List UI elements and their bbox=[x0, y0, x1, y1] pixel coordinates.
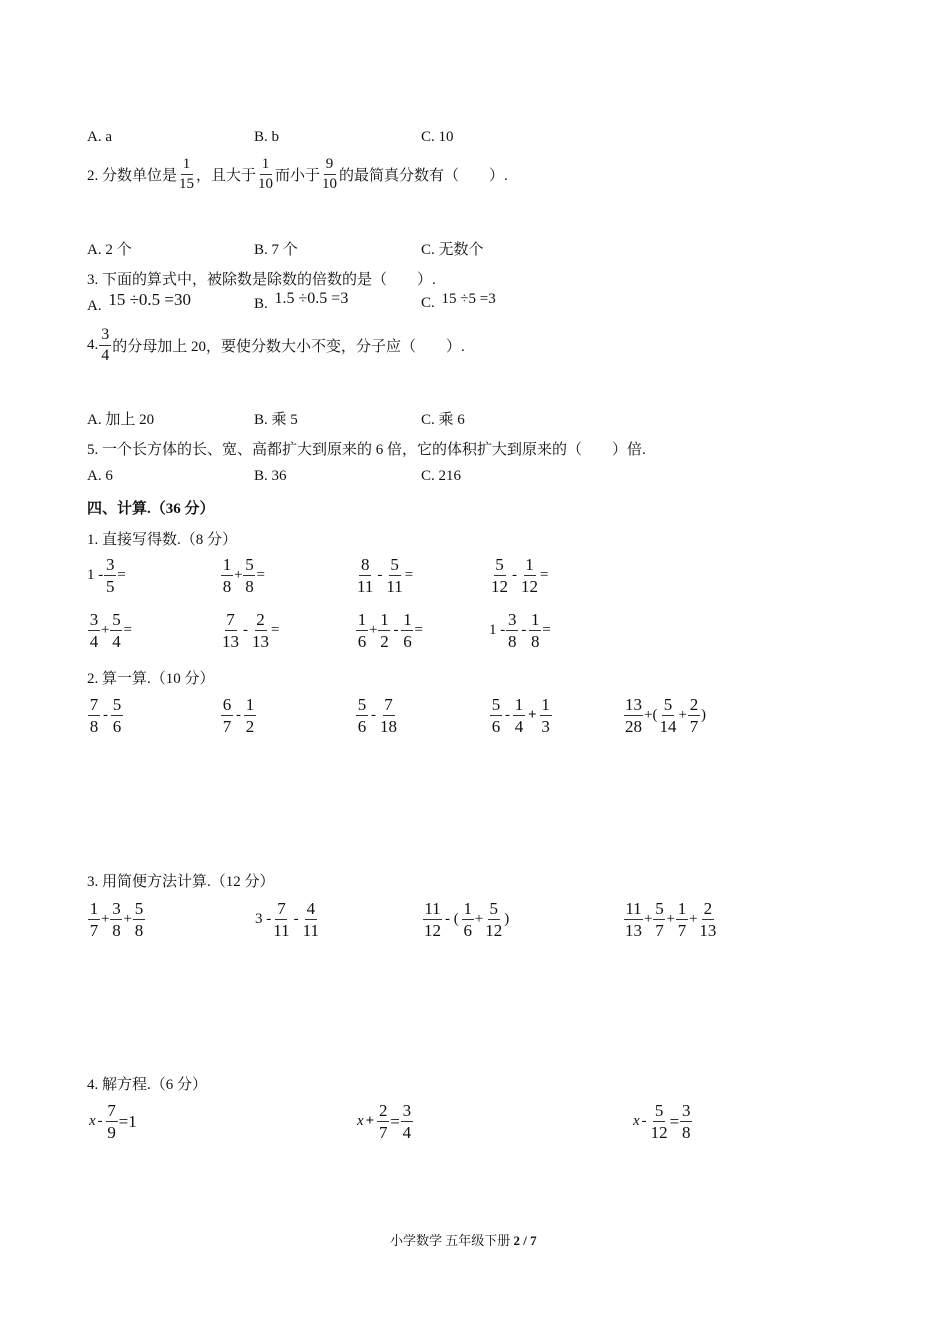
math-text: - bbox=[521, 622, 527, 638]
denominator: 10 bbox=[258, 176, 274, 192]
numerator: 3 bbox=[682, 1101, 691, 1120]
q2-suffix: 的最简真分数有（ ）. bbox=[339, 168, 508, 184]
denominator: 8 bbox=[222, 577, 232, 596]
denominator: 8 bbox=[112, 921, 121, 940]
numerator: 1 bbox=[222, 555, 232, 574]
denominator: 8 bbox=[245, 577, 254, 596]
fraction bbox=[506, 611, 518, 650]
denominator: 6 bbox=[357, 632, 367, 651]
fraction bbox=[688, 696, 700, 735]
denominator: 11 bbox=[273, 921, 290, 940]
fraction bbox=[520, 556, 539, 595]
math-text: = bbox=[390, 1111, 400, 1131]
denominator: 6 bbox=[491, 717, 501, 736]
q5-option-a: A. 6 bbox=[87, 468, 113, 484]
p3-e2 bbox=[255, 900, 321, 939]
denominator: 8 bbox=[682, 1123, 691, 1142]
fraction bbox=[529, 611, 541, 650]
denominator: 2 bbox=[380, 632, 389, 651]
q2-question bbox=[87, 157, 508, 192]
p2-e3 bbox=[355, 696, 399, 735]
numerator: 2 bbox=[689, 695, 699, 714]
page-number: 2 / 7 bbox=[513, 1233, 537, 1248]
fraction bbox=[88, 696, 100, 735]
math-text: - bbox=[371, 707, 376, 723]
denominator: 7 bbox=[378, 1123, 388, 1142]
q1-option-b: B. b bbox=[254, 129, 280, 145]
denominator: 3 bbox=[541, 717, 550, 736]
math-text: = bbox=[542, 622, 551, 638]
math-text: + bbox=[666, 911, 675, 927]
fraction bbox=[251, 611, 270, 650]
fraction bbox=[378, 611, 390, 650]
fraction bbox=[110, 611, 122, 650]
math-text: + bbox=[101, 622, 110, 638]
fraction bbox=[490, 556, 509, 595]
p1-r2-e2 bbox=[220, 611, 279, 650]
fraction bbox=[540, 696, 552, 735]
q1-option-a: A. a bbox=[87, 129, 112, 145]
fraction bbox=[110, 900, 122, 939]
numerator: 5 bbox=[245, 555, 254, 574]
math-text: + bbox=[101, 911, 110, 927]
fraction bbox=[133, 900, 145, 939]
p2-e4 bbox=[489, 696, 553, 735]
q3-option-b: B. 1.5 ÷0.5 =3 bbox=[254, 290, 349, 312]
denominator: 13 bbox=[252, 632, 269, 651]
numerator: 1 bbox=[531, 610, 540, 629]
denominator: 6 bbox=[357, 717, 367, 736]
p1-r2-e1 bbox=[87, 611, 132, 650]
fraction bbox=[104, 556, 116, 595]
math-text: x bbox=[633, 1113, 640, 1129]
fraction bbox=[377, 1102, 389, 1141]
p3-e3 bbox=[422, 900, 509, 939]
numerator: 5 bbox=[655, 899, 664, 918]
math-text: + bbox=[365, 1113, 375, 1129]
q4-option-c: C. 乘 6 bbox=[421, 412, 465, 428]
fraction bbox=[676, 900, 688, 939]
p2-e2 bbox=[220, 696, 257, 735]
part-3-title: 3. 用简便方法计算.（12 分） bbox=[87, 874, 275, 890]
numerator: 5 bbox=[112, 695, 122, 714]
numerator: 1 bbox=[245, 695, 255, 714]
q2-option-a: A. 2 个 bbox=[87, 242, 132, 258]
fraction bbox=[243, 556, 255, 595]
numerator: 1 bbox=[357, 610, 367, 629]
math-text: + bbox=[123, 911, 132, 927]
math-text: - bbox=[641, 1113, 647, 1129]
denominator: 11 bbox=[386, 577, 403, 596]
denominator: 12 bbox=[424, 921, 441, 940]
p3-e4 bbox=[623, 900, 718, 939]
denominator: 8 bbox=[531, 632, 540, 651]
numerator: 5 bbox=[489, 899, 498, 918]
fraction bbox=[379, 696, 398, 735]
numerator: 3 bbox=[112, 899, 121, 918]
math-text: x bbox=[357, 1113, 364, 1129]
fraction bbox=[221, 611, 240, 650]
numerator: 3 bbox=[106, 555, 115, 574]
numerator: 4 bbox=[306, 899, 316, 918]
p2-e1 bbox=[87, 696, 124, 735]
denominator: 13 bbox=[625, 921, 642, 940]
fraction bbox=[88, 900, 100, 939]
math-text: - bbox=[393, 622, 399, 638]
math-text: =1 bbox=[118, 1111, 137, 1131]
q1-option-c: C. 10 bbox=[421, 129, 454, 145]
math-text: + bbox=[528, 707, 537, 723]
numerator: 5 bbox=[654, 1101, 664, 1120]
math-text: = bbox=[669, 1111, 680, 1131]
math-text: ) bbox=[504, 911, 510, 927]
denominator: 11 bbox=[357, 577, 374, 596]
math-text: + bbox=[234, 567, 243, 583]
p1-r2-e3 bbox=[355, 611, 423, 650]
part-4-title: 4. 解方程.（6 分） bbox=[87, 1077, 208, 1093]
fraction bbox=[658, 696, 677, 735]
p1-r1-e1 bbox=[87, 556, 126, 595]
q2-option-b: B. 7 个 bbox=[254, 242, 298, 258]
math-text: - bbox=[243, 622, 248, 638]
part-1-title: 1. 直接写得数.（8 分） bbox=[87, 532, 238, 548]
denominator: 8 bbox=[89, 717, 99, 736]
denominator: 8 bbox=[134, 921, 144, 940]
p1-r1-e3 bbox=[355, 556, 413, 595]
fraction bbox=[624, 900, 643, 939]
denominator: 7 bbox=[655, 921, 664, 940]
section-4-title: 四、计算.（36 分） bbox=[87, 501, 215, 517]
numerator: 11 bbox=[424, 899, 441, 918]
denominator: 4 bbox=[101, 347, 110, 364]
fraction bbox=[356, 556, 374, 595]
denominator: 5 bbox=[106, 577, 115, 596]
numerator: 5 bbox=[491, 695, 501, 714]
page-footer bbox=[390, 1230, 537, 1249]
denominator: 4 bbox=[89, 632, 99, 651]
numerator: 5 bbox=[495, 555, 504, 574]
p4-e1 bbox=[89, 1102, 137, 1141]
math-text: = bbox=[540, 567, 549, 583]
fraction bbox=[680, 1102, 692, 1141]
denominator: 11 bbox=[302, 921, 319, 940]
numerator: 7 bbox=[107, 1101, 116, 1120]
fraction bbox=[650, 1102, 669, 1141]
math-text: 3 - bbox=[255, 911, 272, 927]
math-text: = bbox=[271, 622, 280, 638]
numerator: 8 bbox=[360, 555, 370, 574]
numerator: 5 bbox=[112, 610, 121, 629]
denominator: 7 bbox=[89, 921, 99, 940]
q3-question: 3. 下面的算式中，被除数是除数的倍数的是（ ）. bbox=[87, 272, 436, 288]
denominator: 7 bbox=[689, 717, 699, 736]
p4-e2 bbox=[357, 1102, 414, 1141]
numerator: 3 bbox=[89, 610, 99, 629]
math-text: ) bbox=[700, 707, 706, 723]
q2-prefix: 2. 分数单位是 bbox=[87, 168, 178, 184]
fraction bbox=[385, 556, 403, 595]
fraction bbox=[221, 556, 233, 595]
math-text: x bbox=[89, 1113, 96, 1129]
fraction bbox=[462, 900, 474, 939]
math-text: + bbox=[644, 911, 653, 927]
fraction bbox=[490, 696, 502, 735]
numerator: 7 bbox=[226, 610, 235, 629]
numerator: 1 bbox=[463, 899, 472, 918]
fraction bbox=[221, 696, 233, 735]
fraction bbox=[513, 696, 525, 735]
q2-option-c: C. 无数个 bbox=[421, 242, 484, 258]
math-text: 1 - bbox=[87, 567, 104, 583]
denominator: 12 bbox=[491, 577, 508, 596]
denominator: 10 bbox=[322, 176, 338, 192]
math-text: - bbox=[293, 911, 299, 927]
denominator: 13 bbox=[222, 632, 239, 651]
fraction bbox=[244, 696, 256, 735]
denominator: 28 bbox=[625, 717, 642, 736]
q2-fraction-lower bbox=[257, 157, 274, 192]
numerator: 9 bbox=[324, 157, 336, 175]
q2-text-1: ，且大于 bbox=[196, 168, 257, 184]
q5-option-b: B. 36 bbox=[254, 468, 287, 484]
numerator: 1 bbox=[260, 157, 272, 175]
q4-option-a: A. 加上 20 bbox=[87, 412, 155, 428]
numerator: 7 bbox=[384, 695, 393, 714]
numerator: 11 bbox=[625, 899, 642, 918]
denominator: 4 bbox=[402, 1123, 412, 1142]
fraction bbox=[401, 611, 413, 650]
part-2-title: 2. 算一算.（10 分） bbox=[87, 671, 215, 687]
numerator: 2 bbox=[703, 899, 713, 918]
p1-r2-e4 bbox=[489, 611, 551, 650]
denominator: 4 bbox=[514, 717, 524, 736]
numerator: 1 bbox=[541, 695, 550, 714]
fraction bbox=[653, 900, 665, 939]
numerator: 5 bbox=[357, 695, 367, 714]
fraction bbox=[106, 1102, 118, 1141]
numerator: 1 bbox=[525, 555, 534, 574]
fraction bbox=[88, 611, 100, 650]
denominator: 6 bbox=[403, 632, 412, 651]
numerator: 1 bbox=[514, 695, 524, 714]
numerator: 7 bbox=[89, 695, 99, 714]
numerator: 3 bbox=[99, 327, 111, 346]
math-text: 1 - bbox=[489, 622, 506, 638]
math-text: + bbox=[474, 911, 484, 927]
denominator: 12 bbox=[650, 1123, 668, 1142]
numerator: 3 bbox=[402, 1101, 412, 1120]
math-text: = bbox=[404, 567, 414, 583]
fraction bbox=[272, 900, 290, 939]
numerator: 1 bbox=[181, 157, 193, 175]
p2-e5 bbox=[623, 696, 706, 735]
denominator: 2 bbox=[245, 717, 255, 736]
denominator: 12 bbox=[485, 921, 503, 940]
q2-text-2: 而小于 bbox=[275, 168, 321, 184]
numerator: 1 bbox=[677, 899, 687, 918]
q4-question bbox=[87, 327, 465, 364]
numerator: 2 bbox=[256, 610, 265, 629]
denominator: 18 bbox=[380, 717, 397, 736]
q3-option-c: C. 15 ÷5 =3 bbox=[421, 291, 496, 311]
numerator: 1 bbox=[89, 899, 99, 918]
p1-r1-e2 bbox=[220, 556, 265, 595]
fraction bbox=[111, 696, 123, 735]
math-text: = bbox=[117, 567, 126, 583]
denominator: 8 bbox=[508, 632, 517, 651]
math-text: +( bbox=[644, 707, 658, 723]
denominator: 13 bbox=[699, 921, 717, 940]
math-text: - bbox=[377, 567, 383, 583]
denominator: 9 bbox=[107, 1123, 116, 1142]
denominator: 7 bbox=[222, 717, 232, 736]
fraction bbox=[356, 611, 368, 650]
numerator: 2 bbox=[378, 1101, 388, 1120]
math-text: - ( bbox=[445, 911, 459, 927]
fraction bbox=[698, 900, 717, 939]
fraction bbox=[624, 696, 643, 735]
numerator: 13 bbox=[625, 695, 642, 714]
q4-fraction bbox=[99, 327, 111, 364]
fraction bbox=[356, 696, 368, 735]
q5-option-c: C. 216 bbox=[421, 468, 462, 484]
q3-option-a: A. 15 ÷0.5 =30 bbox=[87, 290, 192, 314]
q4-option-b: B. 乘 5 bbox=[254, 412, 298, 428]
fraction bbox=[302, 900, 320, 939]
math-text: - bbox=[97, 1113, 103, 1129]
denominator: 14 bbox=[659, 717, 677, 736]
denominator: 15 bbox=[179, 176, 195, 192]
q2-fraction-unit bbox=[178, 157, 195, 192]
denominator: 7 bbox=[677, 921, 687, 940]
denominator: 4 bbox=[112, 632, 121, 651]
math-text: + bbox=[369, 622, 378, 638]
numerator: 6 bbox=[222, 695, 232, 714]
footer-subject: 小学数学 五年级下册 bbox=[390, 1233, 514, 1248]
math-text: - bbox=[103, 707, 108, 723]
math-text: - bbox=[512, 567, 517, 583]
numerator: 7 bbox=[277, 899, 286, 918]
fraction bbox=[484, 900, 503, 939]
math-text: = bbox=[256, 567, 265, 583]
fraction bbox=[423, 900, 442, 939]
denominator: 6 bbox=[463, 921, 472, 940]
numerator: 5 bbox=[663, 695, 673, 714]
denominator: 6 bbox=[112, 717, 122, 736]
p1-r1-e4 bbox=[489, 556, 548, 595]
math-text: = bbox=[123, 622, 132, 638]
numerator: 1 bbox=[380, 610, 389, 629]
q2-fraction-upper bbox=[321, 157, 338, 192]
p4-e3 bbox=[633, 1102, 693, 1141]
math-text: + bbox=[688, 911, 698, 927]
numerator: 3 bbox=[508, 610, 517, 629]
numerator: 5 bbox=[134, 899, 144, 918]
q4-suffix: 的分母加上 20，要使分数大小不变，分子应（ ）. bbox=[112, 339, 465, 355]
math-text: + bbox=[678, 707, 687, 723]
numerator: 1 bbox=[403, 610, 412, 629]
fraction bbox=[401, 1102, 413, 1141]
numerator: 5 bbox=[390, 555, 399, 574]
math-text: = bbox=[414, 622, 423, 638]
math-text: - bbox=[236, 707, 241, 723]
p3-e1 bbox=[87, 900, 146, 939]
q4-prefix: 4. bbox=[87, 337, 99, 353]
q5-question: 5. 一个长方体的长、宽、高都扩大到原来的 6 倍，它的体积扩大到原来的（ ）倍. bbox=[87, 442, 646, 458]
math-text: - bbox=[505, 707, 510, 723]
denominator: 12 bbox=[521, 577, 538, 596]
